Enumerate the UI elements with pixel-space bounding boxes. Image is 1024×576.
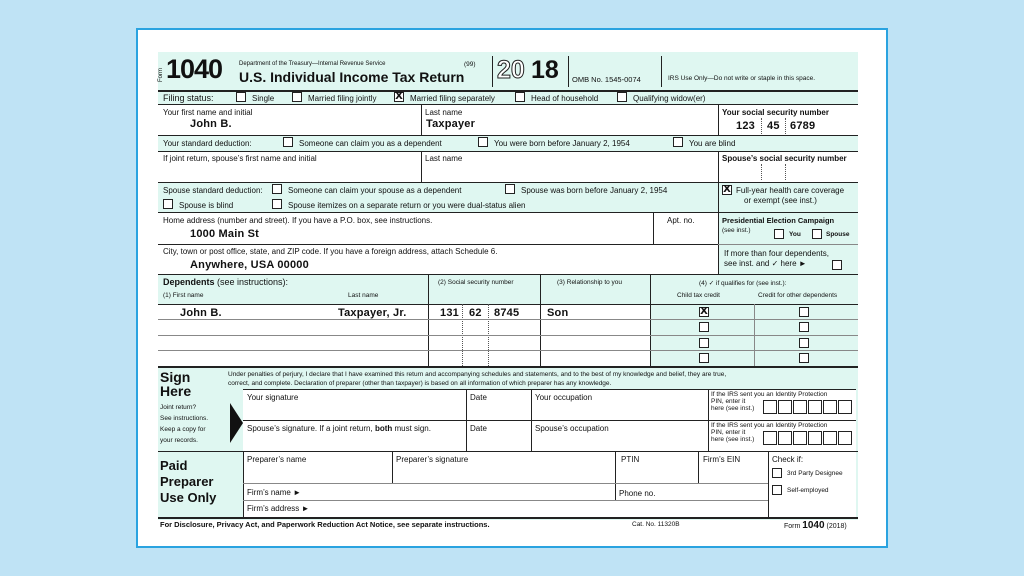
preparer-title-3: Use Only xyxy=(160,490,217,505)
pin-box-2[interactable] xyxy=(778,400,792,414)
dep2-other-checkbox[interactable] xyxy=(799,322,809,332)
ssn-label: Your social security number xyxy=(722,108,829,117)
last-name-value[interactable]: Taxpayer xyxy=(426,118,476,130)
spouse-claimed-label: Someone can claim your spouse as a dependent xyxy=(288,186,462,195)
preparer-name-label: Preparer’s name xyxy=(247,455,307,464)
married-jointly-label: Married filing jointly xyxy=(308,94,377,103)
dep2-ctc-checkbox[interactable] xyxy=(699,322,709,332)
spouse-signature-label: Spouse’s signature. If a joint return, xyxy=(247,424,375,433)
dep3-ctc-checkbox[interactable] xyxy=(699,338,709,348)
firm-address-label: Firm’s address ► xyxy=(247,504,310,513)
last-name-label: Last name xyxy=(425,108,463,117)
dep-col-first: (1) First name xyxy=(163,292,204,299)
blind-checkbox[interactable] xyxy=(673,137,683,147)
pin-box-1[interactable] xyxy=(763,400,777,414)
first-name-label: Your first name and initial xyxy=(163,108,253,117)
footer-year: (2018) xyxy=(826,523,847,530)
spouse-pin-box-4[interactable] xyxy=(808,431,822,445)
pin-box-6[interactable] xyxy=(838,400,852,414)
pec-you-label: You xyxy=(789,231,801,238)
check-if-label: Check if: xyxy=(772,455,804,464)
spouse-blind-label: Spouse is blind xyxy=(179,201,234,210)
dep1-ctc-checkbox[interactable]: X xyxy=(700,306,708,317)
married-separately-checkbox[interactable]: X xyxy=(395,91,403,102)
single-label: Single xyxy=(252,94,275,103)
dep1-relationship[interactable]: Son xyxy=(547,307,569,319)
pec-spouse-checkbox[interactable] xyxy=(812,229,822,239)
city-label: City, town or post office, state, and ZIP code. If you have a foreign address, attach Schedule 6. xyxy=(163,247,498,256)
qualifying-widow-checkbox[interactable] xyxy=(617,92,627,102)
born-before-label: You were born before January 2, 1954 xyxy=(494,139,630,148)
sign-note-2: See instructions. xyxy=(160,415,209,422)
phone-label: Phone no. xyxy=(619,489,656,498)
spouse-pin-line-3: here (see inst.) xyxy=(711,436,755,443)
dep-col-last: Last name xyxy=(348,292,379,299)
omb-number: OMB No. 1545-0074 xyxy=(572,75,641,84)
spouse-last-name-label: Last name xyxy=(425,154,463,163)
ssn-part2[interactable]: 45 xyxy=(767,120,780,132)
dep-col-ctc: Child tax credit xyxy=(677,292,720,299)
self-employed-label: Self-employed xyxy=(787,487,829,494)
dep-col-ssn: (2) Social security number xyxy=(438,279,514,286)
spouse-first-name-label: If joint return, spouse’s first name and initial xyxy=(163,154,317,163)
spouse-deduction-label: Spouse standard deduction: xyxy=(163,186,263,195)
pin-line-2: PIN, enter it xyxy=(711,398,746,405)
health-coverage-label-2: or exempt (see inst.) xyxy=(744,196,817,205)
department: Department of the Treasury—Internal Revenue Service xyxy=(239,61,386,67)
pin-line-1: If the IRS sent you an Identity Protection xyxy=(711,391,828,398)
spouse-born-before-checkbox[interactable] xyxy=(505,184,515,194)
spouse-blind-checkbox[interactable] xyxy=(163,199,173,209)
footer-notice: For Disclosure, Privacy Act, and Paperwork Reduction Act Notice, see separate instructions. xyxy=(160,520,490,529)
form-label: Form xyxy=(158,68,164,82)
pec-spouse-label: Spouse xyxy=(826,231,850,238)
spouse-signature-both: both xyxy=(374,424,393,433)
filing-status-label: Filing status: xyxy=(163,93,214,103)
blind-label: You are blind xyxy=(689,139,736,148)
sign-note-3: Keep a copy for xyxy=(160,426,206,433)
claimed-dependent-label: Someone can claim you as a dependent xyxy=(299,139,442,148)
spouse-pin-line-1: If the IRS sent you an Identity Protection xyxy=(711,422,828,429)
city-value[interactable]: Anywhere, USA 00000 xyxy=(190,259,309,271)
preparer-title-1: Paid xyxy=(160,458,188,473)
sign-title-2: Here xyxy=(160,383,192,399)
year-bold: 18 xyxy=(531,56,559,84)
dep3-other-checkbox[interactable] xyxy=(799,338,809,348)
spouse-pin-line-2: PIN, enter it xyxy=(711,429,746,436)
sign-arrow-icon xyxy=(230,403,243,443)
dep1-ssn2[interactable]: 62 xyxy=(469,307,482,319)
sign-note-4: your records. xyxy=(160,437,198,444)
firm-ein-label: Firm’s EIN xyxy=(703,455,741,464)
footer-form-number: 1040 xyxy=(802,520,825,531)
single-checkbox[interactable] xyxy=(236,92,246,102)
dep-col-qualifies: (4) ✓ if qualifies for (see inst.): xyxy=(699,280,787,287)
spouse-occupation-label: Spouse’s occupation xyxy=(535,424,609,433)
apt-label: Apt. no. xyxy=(667,216,695,225)
your-signature-label: Your signature xyxy=(247,393,299,402)
dep1-ssn3[interactable]: 8745 xyxy=(494,307,520,319)
dependents-title-rest: (see instructions): xyxy=(217,277,289,287)
health-coverage-checkbox[interactable]: X xyxy=(723,184,731,195)
preparer-title-2: Preparer xyxy=(160,474,214,489)
ptin-label: PTIN xyxy=(621,455,640,464)
form-title: U.S. Individual Income Tax Return xyxy=(239,69,465,85)
footer-cat: Cat. No. 11320B xyxy=(632,521,680,528)
spouse-claimed-checkbox[interactable] xyxy=(272,184,282,194)
dep1-last[interactable]: Taxpayer, Jr. xyxy=(338,307,407,319)
health-coverage-label: Full-year health care coverage xyxy=(736,186,845,195)
dep1-other-checkbox[interactable] xyxy=(799,307,809,317)
preparer-signature-label: Preparer’s signature xyxy=(396,455,469,464)
married-separately-label: Married filing separately xyxy=(410,94,495,103)
occupation-label: Your occupation xyxy=(535,393,593,402)
dep-col-relationship: (3) Relationship to you xyxy=(557,279,623,286)
form-number: 1040 xyxy=(166,54,223,84)
footer-form-label: Form xyxy=(784,523,801,530)
sign-title-1: Sign xyxy=(160,369,191,385)
pec-you-checkbox[interactable] xyxy=(774,229,784,239)
dep4-ctc-checkbox[interactable] xyxy=(699,353,709,363)
dep1-first[interactable]: John B. xyxy=(180,307,222,319)
spouse-pin-box-6[interactable] xyxy=(838,431,852,445)
self-employed-checkbox[interactable] xyxy=(772,485,782,495)
dep-col-other: Credit for other dependents xyxy=(758,292,838,299)
dep1-ssn1[interactable]: 131 xyxy=(440,307,459,319)
first-name-value[interactable]: John B. xyxy=(190,118,232,130)
pin-box-5[interactable] xyxy=(823,400,837,414)
dependents-title: Dependents xyxy=(163,277,215,287)
perjury-line-1: Under penalties of perjury, I declare that I have examined this return and accompanying schedules and statements, and to the best of my knowledge and belief, they are true, xyxy=(228,371,727,378)
head-of-household-label: Head of household xyxy=(531,94,599,103)
pec-inst: (see inst.) xyxy=(722,227,751,234)
dep4-line1: If more than four dependents, xyxy=(724,249,829,258)
spouse-pin-box-5[interactable] xyxy=(823,431,837,445)
ssn-part1[interactable]: 123 xyxy=(736,120,755,132)
firm-name-label: Firm’s name ► xyxy=(247,488,301,497)
preparer-fields-bg xyxy=(243,452,856,517)
irs-use-only: IRS Use Only—Do not write or staple in this space. xyxy=(668,75,816,82)
spouse-itemizes-label: Spouse itemizes on a separate return or you were dual-status alien xyxy=(288,201,526,210)
std-deduction-label: Your standard deduction: xyxy=(163,139,252,148)
form-code: (99) xyxy=(464,61,476,68)
spouse-signature-rest: must sign. xyxy=(392,424,431,433)
head-of-household-checkbox[interactable] xyxy=(515,92,525,102)
spouse-ssn-label: Spouse’s social security number xyxy=(722,154,847,163)
born-before-checkbox[interactable] xyxy=(478,137,488,147)
pec-label: Presidential Election Campaign xyxy=(722,216,835,225)
ssn-part3[interactable]: 6789 xyxy=(790,120,816,132)
pin-box-3[interactable] xyxy=(793,400,807,414)
perjury-line-2: correct, and complete. Declaration of preparer (other than taxpayer) is based on all information of which preparer has any knowledge. xyxy=(228,380,612,387)
date-label: Date xyxy=(470,393,487,402)
claimed-dependent-checkbox[interactable] xyxy=(283,137,293,147)
pin-box-4[interactable] xyxy=(808,400,822,414)
dep4-other-checkbox[interactable] xyxy=(799,353,809,363)
spouse-pin-box-1[interactable] xyxy=(763,431,777,445)
pin-line-3: here (see inst.) xyxy=(711,405,755,412)
sign-note-1: Joint return? xyxy=(160,404,197,411)
home-address-label: Home address (number and street). If you have a P.O. box, see instructions. xyxy=(163,216,433,225)
qualifying-widow-label: Qualifying widow(er) xyxy=(633,94,706,103)
spouse-date-label: Date xyxy=(470,424,487,433)
spouse-pin-box-2[interactable] xyxy=(778,431,792,445)
dep4-line2: see inst. and ✓ here ► xyxy=(724,259,807,268)
home-address-value[interactable]: 1000 Main St xyxy=(190,228,260,240)
married-jointly-checkbox[interactable] xyxy=(292,92,302,102)
spouse-pin-box-3[interactable] xyxy=(793,431,807,445)
more-dependents-checkbox[interactable] xyxy=(832,260,842,270)
third-party-checkbox[interactable] xyxy=(772,468,782,478)
spouse-itemizes-checkbox[interactable] xyxy=(272,199,282,209)
third-party-label: 3rd Party Designee xyxy=(787,470,843,477)
year-outline: 20 xyxy=(497,56,525,84)
spouse-born-before-label: Spouse was born before January 2, 1954 xyxy=(521,186,668,195)
form-1040 xyxy=(158,42,858,532)
